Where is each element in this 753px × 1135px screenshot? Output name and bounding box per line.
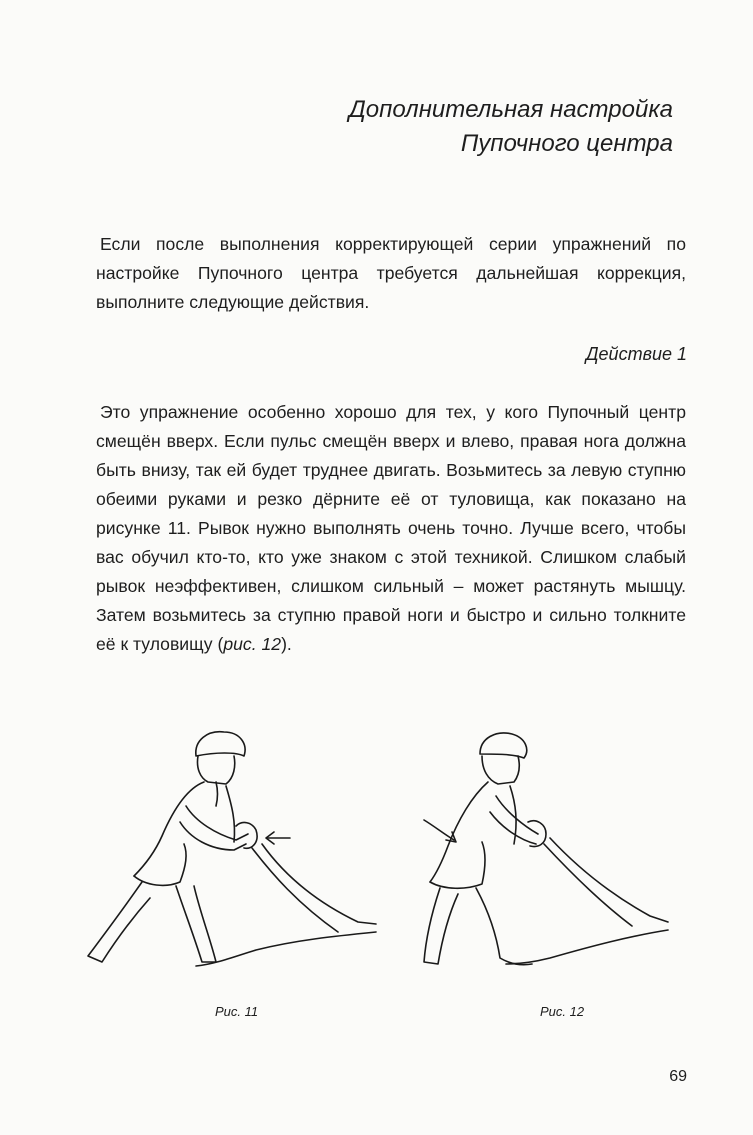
pulling-leg-icon xyxy=(76,726,381,976)
section-title xyxy=(153,93,673,161)
body-text: Это упражнение особенно хорошо для тех, у кого Пупочный центр смещён вверх. Если пульс смещён вверх и влево, правая нога должна быть внизу, так ей будет труднее двигать. Возьмитесь за левую ступню обеими руками и резко дёрните её от туловища, как показано на рисунке 11. Рывок нужно выполнять очень точно. Лучше всего, чтобы вас обучил кто-то, кто уже знаком с этой техникой. Слишком слабый рывок неэффективен, слишком сильный – может растянуть мышцу. Затем возьмитесь за ступню правой ноги и быстро и сильно толкните её к туловищу ( xyxy=(96,402,686,654)
figure-reference: рис. 12 xyxy=(223,634,282,654)
figure-11-caption: Рис. 11 xyxy=(215,1004,259,1019)
body-text-end: ). xyxy=(281,634,292,654)
figure-12-illustration xyxy=(410,726,672,976)
figure-12-caption: Рис. 12 xyxy=(540,1004,585,1019)
pushing-leg-icon xyxy=(410,726,672,976)
figure-11-illustration xyxy=(76,726,381,976)
action-heading: Действие 1 xyxy=(585,344,687,364)
intro-paragraph: Если после выполнения корректирующей серии упражнений по настройке Пупочного центра требуется дальнейшая коррекция, выполните следующие действия. xyxy=(96,234,686,312)
title-line-2: Пупочного центра xyxy=(460,130,673,157)
title-line-1: Дополнительная настройка xyxy=(348,96,673,123)
page-number: 69 xyxy=(669,1068,687,1085)
body-paragraph xyxy=(96,398,686,659)
